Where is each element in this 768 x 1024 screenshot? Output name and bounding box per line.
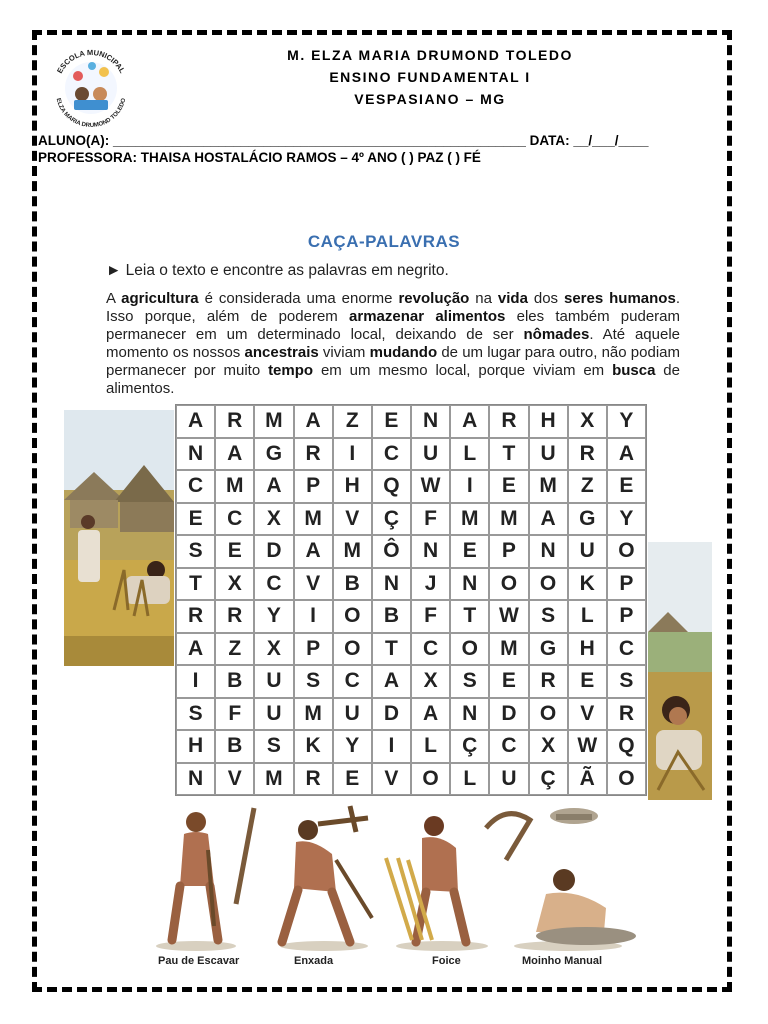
grid-cell[interactable]: O bbox=[529, 698, 568, 731]
grid-cell[interactable]: E bbox=[489, 470, 528, 503]
grid-cell[interactable]: U bbox=[254, 665, 293, 698]
grid-cell[interactable]: M bbox=[333, 535, 372, 568]
school-header bbox=[150, 44, 710, 110]
grid-cell[interactable]: Q bbox=[607, 730, 646, 763]
grid-cell[interactable]: C bbox=[215, 503, 254, 536]
grid-cell[interactable]: V bbox=[215, 763, 254, 796]
grid-cell[interactable]: S bbox=[176, 535, 215, 568]
grid-cell[interactable]: S bbox=[450, 665, 489, 698]
grid-cell[interactable]: A bbox=[372, 665, 411, 698]
grid-cell[interactable]: G bbox=[529, 633, 568, 666]
grid-cell[interactable]: I bbox=[450, 470, 489, 503]
grid-cell[interactable]: X bbox=[411, 665, 450, 698]
grid-cell[interactable]: D bbox=[254, 535, 293, 568]
grid-cell[interactable]: D bbox=[489, 698, 528, 731]
grid-cell[interactable]: P bbox=[607, 600, 646, 633]
keyword: tempo bbox=[268, 362, 314, 379]
grid-cell[interactable]: N bbox=[529, 535, 568, 568]
grid-cell[interactable]: L bbox=[411, 730, 450, 763]
grid-cell[interactable]: R bbox=[568, 438, 607, 471]
logo-text-top: ESCOLA MUNICIPAL bbox=[55, 47, 127, 75]
activity-instruction: ► Leia o texto e encontre as palavras em negrito. bbox=[106, 262, 449, 279]
grid-cell[interactable]: L bbox=[568, 600, 607, 633]
word-search-grid[interactable] bbox=[175, 404, 647, 796]
grid-cell[interactable]: U bbox=[411, 438, 450, 471]
grid-cell[interactable]: Y bbox=[607, 503, 646, 536]
student-date-line[interactable]: ALUNO(A): _______________________________________________________ DATA: __/___/____ bbox=[38, 133, 649, 148]
ancient-tools-illustration bbox=[136, 800, 646, 952]
grid-cell[interactable]: B bbox=[333, 568, 372, 601]
paragraph-text: na bbox=[469, 290, 498, 307]
grid-cell[interactable]: E bbox=[372, 405, 411, 438]
grid-cell[interactable]: I bbox=[294, 600, 333, 633]
grid-cell[interactable]: U bbox=[333, 698, 372, 731]
grid-cell[interactable]: I bbox=[176, 665, 215, 698]
grid-cell[interactable]: K bbox=[568, 568, 607, 601]
tool-caption-4: Moinho Manual bbox=[522, 955, 603, 967]
grid-cell[interactable]: R bbox=[215, 600, 254, 633]
paragraph-text: . Isso porque, além de poderem bbox=[106, 290, 680, 325]
grid-cell[interactable]: F bbox=[215, 698, 254, 731]
grid-cell[interactable]: X bbox=[215, 568, 254, 601]
grid-cell[interactable]: M bbox=[450, 503, 489, 536]
grid-cell[interactable]: E bbox=[568, 665, 607, 698]
grid-cell[interactable]: O bbox=[529, 568, 568, 601]
grid-cell[interactable]: A bbox=[294, 535, 333, 568]
grid-cell[interactable]: A bbox=[294, 405, 333, 438]
school-level: ENSINO FUNDAMENTAL I bbox=[329, 69, 531, 85]
grid-cell[interactable]: Z bbox=[568, 470, 607, 503]
grid-cell[interactable]: N bbox=[372, 568, 411, 601]
keyword: mudando bbox=[369, 344, 438, 361]
grid-cell[interactable]: Z bbox=[333, 405, 372, 438]
paragraph-text: de alimentos. bbox=[106, 362, 680, 397]
grid-cell[interactable]: X bbox=[254, 503, 293, 536]
grid-cell[interactable]: W bbox=[568, 730, 607, 763]
paragraph-text: viviam bbox=[318, 344, 370, 361]
grid-cell[interactable]: S bbox=[176, 698, 215, 731]
keyword: vida bbox=[497, 290, 528, 307]
grid-cell[interactable]: N bbox=[411, 535, 450, 568]
grid-cell[interactable]: E bbox=[489, 665, 528, 698]
grid-cell[interactable]: Z bbox=[215, 633, 254, 666]
grid-cell[interactable]: R bbox=[294, 438, 333, 471]
grid-cell[interactable]: O bbox=[333, 600, 372, 633]
grid-cell[interactable]: A bbox=[176, 405, 215, 438]
grid-cell[interactable]: M bbox=[254, 763, 293, 796]
grid-cell[interactable]: M bbox=[529, 470, 568, 503]
school-city: VESPASIANO – MG bbox=[354, 91, 506, 107]
grid-cell[interactable]: N bbox=[450, 698, 489, 731]
grid-cell[interactable]: V bbox=[372, 763, 411, 796]
grid-cell[interactable]: V bbox=[333, 503, 372, 536]
grid-cell[interactable]: E bbox=[450, 535, 489, 568]
keyword: revolução bbox=[398, 290, 470, 307]
grid-cell[interactable]: E bbox=[607, 470, 646, 503]
grid-cell[interactable]: X bbox=[254, 633, 293, 666]
grid-cell[interactable]: Ô bbox=[372, 535, 411, 568]
grid-cell[interactable]: B bbox=[215, 730, 254, 763]
grid-cell[interactable]: S bbox=[529, 600, 568, 633]
grid-cell[interactable]: C bbox=[489, 730, 528, 763]
grid-cell[interactable]: P bbox=[294, 633, 333, 666]
grid-cell[interactable]: T bbox=[450, 600, 489, 633]
grid-cell[interactable]: M bbox=[489, 503, 528, 536]
grid-cell[interactable]: T bbox=[372, 633, 411, 666]
grid-cell[interactable]: L bbox=[450, 763, 489, 796]
grid-cell[interactable]: C bbox=[372, 438, 411, 471]
grid-cell[interactable]: G bbox=[568, 503, 607, 536]
grid-cell[interactable]: I bbox=[372, 730, 411, 763]
grid-cell[interactable]: M bbox=[294, 698, 333, 731]
grid-cell[interactable]: T bbox=[176, 568, 215, 601]
harvest-woman-illustration bbox=[648, 542, 712, 800]
grid-cell[interactable]: P bbox=[294, 470, 333, 503]
grid-cell[interactable]: M bbox=[294, 503, 333, 536]
paragraph-text: A bbox=[106, 290, 122, 307]
farming-village-illustration bbox=[64, 410, 174, 666]
grid-cell[interactable]: J bbox=[411, 568, 450, 601]
grid-cell[interactable]: C bbox=[333, 665, 372, 698]
grid-cell[interactable]: E bbox=[333, 763, 372, 796]
grid-cell[interactable]: A bbox=[176, 633, 215, 666]
keyword: seres humanos bbox=[563, 290, 676, 307]
grid-cell[interactable]: V bbox=[294, 568, 333, 601]
grid-cell[interactable]: Ç bbox=[450, 730, 489, 763]
paragraph-text: eles também puderam permanecer em um determinado local, deixando de ser bbox=[106, 308, 681, 343]
paragraph-text: . Até aquele momento os nossos bbox=[106, 326, 680, 361]
grid-cell[interactable]: N bbox=[411, 405, 450, 438]
grid-cell[interactable]: H bbox=[333, 470, 372, 503]
school-logo bbox=[48, 42, 134, 128]
grid-cell[interactable]: N bbox=[176, 763, 215, 796]
grid-cell[interactable]: L bbox=[450, 438, 489, 471]
grid-cell[interactable]: Ã bbox=[568, 763, 607, 796]
paragraph-text: dos bbox=[527, 290, 564, 307]
paragraph-text: de um lugar para outro, não podiam permanecer por muito bbox=[106, 344, 680, 379]
grid-cell[interactable]: O bbox=[607, 763, 646, 796]
grid-cell[interactable]: C bbox=[411, 633, 450, 666]
activity-paragraph bbox=[106, 290, 680, 398]
grid-cell[interactable]: R bbox=[215, 405, 254, 438]
grid-cell[interactable]: A bbox=[411, 698, 450, 731]
grid-cell[interactable]: Ç bbox=[529, 763, 568, 796]
grid-cell[interactable]: Y bbox=[254, 600, 293, 633]
grid-cell[interactable]: I bbox=[333, 438, 372, 471]
grid-cell[interactable]: F bbox=[411, 600, 450, 633]
grid-cell[interactable]: E bbox=[176, 503, 215, 536]
grid-cell[interactable]: U bbox=[254, 698, 293, 731]
grid-cell[interactable]: S bbox=[294, 665, 333, 698]
grid-cell[interactable]: A bbox=[215, 438, 254, 471]
grid-cell[interactable]: R bbox=[489, 405, 528, 438]
keyword: armazenar alimentos bbox=[349, 308, 506, 325]
grid-cell[interactable]: K bbox=[294, 730, 333, 763]
activity-title: CAÇA-PALAVRAS bbox=[307, 232, 461, 251]
grid-cell[interactable]: R bbox=[294, 763, 333, 796]
paragraph-text: em um mesmo local, porque viviam em bbox=[313, 362, 613, 379]
grid-cell[interactable]: E bbox=[215, 535, 254, 568]
grid-cell[interactable]: S bbox=[254, 730, 293, 763]
grid-cell[interactable]: B bbox=[372, 600, 411, 633]
keyword: ancestrais bbox=[244, 344, 319, 361]
tool-caption-1: Pau de Escavar bbox=[158, 955, 240, 967]
grid-cell[interactable]: O bbox=[489, 568, 528, 601]
grid-cell[interactable]: W bbox=[411, 470, 450, 503]
grid-cell[interactable]: C bbox=[254, 568, 293, 601]
grid-cell[interactable]: A bbox=[529, 503, 568, 536]
grid-cell[interactable]: Y bbox=[607, 405, 646, 438]
grid-cell[interactable]: T bbox=[489, 438, 528, 471]
keyword: nômades bbox=[523, 326, 590, 343]
teacher-class-line: PROFESSORA: THAISA HOSTALÁCIO RAMOS – 4º ANO ( ) PAZ ( ) FÉ bbox=[38, 150, 481, 165]
grid-cell[interactable]: H bbox=[568, 633, 607, 666]
paragraph-text: é considerada uma enorme bbox=[198, 290, 399, 307]
grid-cell[interactable]: M bbox=[489, 633, 528, 666]
grid-cell[interactable]: O bbox=[450, 633, 489, 666]
grid-cell[interactable]: U bbox=[529, 438, 568, 471]
grid-cell[interactable]: U bbox=[568, 535, 607, 568]
grid-cell[interactable]: C bbox=[607, 633, 646, 666]
grid-cell[interactable]: D bbox=[372, 698, 411, 731]
grid-cell[interactable]: X bbox=[529, 730, 568, 763]
grid-cell[interactable]: R bbox=[529, 665, 568, 698]
grid-cell[interactable]: M bbox=[215, 470, 254, 503]
grid-cell[interactable]: S bbox=[607, 665, 646, 698]
grid-cell[interactable]: M bbox=[254, 405, 293, 438]
grid-cell[interactable]: P bbox=[607, 568, 646, 601]
grid-cell[interactable]: N bbox=[176, 438, 215, 471]
keyword: busca bbox=[612, 362, 656, 379]
grid-cell[interactable]: H bbox=[529, 405, 568, 438]
grid-cell[interactable]: Q bbox=[372, 470, 411, 503]
grid-cell[interactable]: B bbox=[215, 665, 254, 698]
grid-cell[interactable]: Y bbox=[333, 730, 372, 763]
grid-cell[interactable]: O bbox=[411, 763, 450, 796]
grid-cell[interactable]: R bbox=[607, 698, 646, 731]
grid-cell[interactable]: R bbox=[176, 600, 215, 633]
tool-caption-2: Enxada bbox=[294, 955, 334, 967]
grid-cell[interactable]: P bbox=[489, 535, 528, 568]
grid-cell[interactable]: F bbox=[411, 503, 450, 536]
grid-cell[interactable]: U bbox=[489, 763, 528, 796]
grid-cell[interactable]: A bbox=[607, 438, 646, 471]
grid-cell[interactable]: O bbox=[333, 633, 372, 666]
grid-cell[interactable]: X bbox=[568, 405, 607, 438]
school-name: M. ELZA MARIA DRUMOND TOLEDO bbox=[287, 47, 573, 63]
grid-cell[interactable]: C bbox=[176, 470, 215, 503]
grid-cell[interactable]: Ç bbox=[372, 503, 411, 536]
tool-caption-3: Foice bbox=[432, 955, 461, 967]
grid-cell[interactable]: O bbox=[607, 535, 646, 568]
grid-cell[interactable]: H bbox=[176, 730, 215, 763]
grid-cell[interactable]: V bbox=[568, 698, 607, 731]
grid-cell[interactable]: W bbox=[489, 600, 528, 633]
keyword: agricultura bbox=[121, 290, 199, 307]
grid-cell[interactable]: A bbox=[254, 470, 293, 503]
grid-cell[interactable]: A bbox=[450, 405, 489, 438]
logo-text-bottom: ELZA MARIA DRUMOND TOLEDO bbox=[54, 97, 128, 128]
grid-cell[interactable]: G bbox=[254, 438, 293, 471]
grid-cell[interactable]: N bbox=[450, 568, 489, 601]
